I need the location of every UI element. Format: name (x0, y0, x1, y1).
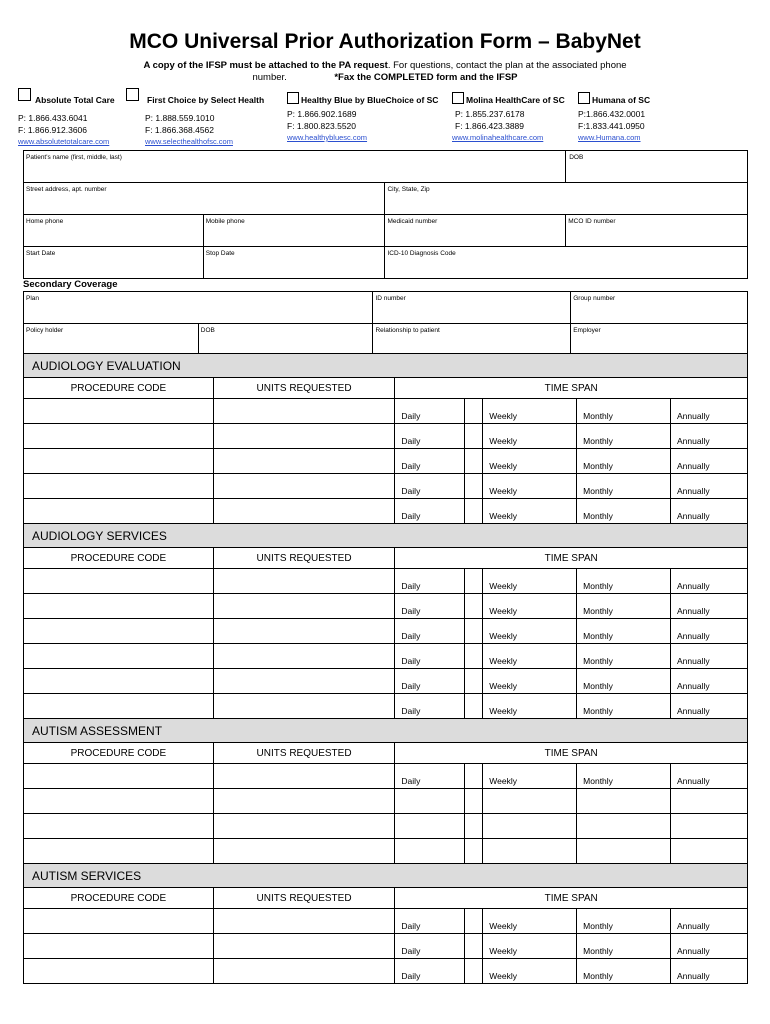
time-span-daily-cell[interactable]: Daily (395, 934, 465, 959)
units-requested-header: UNITS REQUESTED (213, 743, 395, 764)
units-requested-cell[interactable] (213, 909, 395, 934)
table-row (24, 839, 748, 864)
table-row (24, 499, 748, 524)
time-span-daily-cell[interactable]: Daily (395, 669, 465, 694)
procedure-code-header: PROCEDURE CODE (24, 888, 214, 909)
time-span-blank-cell[interactable] (465, 764, 483, 789)
time-span-weekly-cell[interactable]: Weekly (483, 399, 577, 424)
time-span-weekly-cell[interactable] (483, 839, 577, 864)
autism-services-header: AUTISM SERVICES (24, 864, 748, 888)
units-requested-header: UNITS REQUESTED (213, 378, 395, 399)
units-requested-cell[interactable] (213, 764, 395, 789)
time-span-monthly-cell[interactable]: Monthly (577, 474, 671, 499)
policy-holder-field[interactable]: Policy holder (24, 324, 199, 356)
mco-first-choice (126, 88, 264, 148)
instruction-number: number. (252, 72, 287, 83)
time-span-annually-cell[interactable] (671, 814, 748, 839)
section-header-row (24, 864, 748, 888)
table-row (24, 644, 748, 669)
table-row (24, 959, 748, 984)
healthy-blue-checkbox[interactable] (287, 92, 299, 104)
procedure-code-cell[interactable] (24, 764, 214, 789)
time-span-weekly-cell[interactable]: Weekly (483, 694, 577, 719)
time-span-weekly-cell[interactable]: Weekly (483, 569, 577, 594)
time-span-annually-cell[interactable]: Annually (671, 619, 748, 644)
procedure-code-header: PROCEDURE CODE (24, 378, 214, 399)
id-number-field[interactable]: ID number (373, 292, 571, 324)
units-requested-cell[interactable] (213, 694, 395, 719)
column-header-row (24, 743, 748, 764)
procedure-code-cell[interactable] (24, 619, 214, 644)
time-span-annually-cell[interactable]: Annually (671, 424, 748, 449)
time-span-blank-cell[interactable] (465, 594, 483, 619)
table-row (24, 399, 748, 424)
time-span-monthly-cell[interactable]: Monthly (577, 399, 671, 424)
time-span-annually-cell[interactable]: Annually (671, 934, 748, 959)
employer-field[interactable]: Employer (571, 324, 748, 356)
time-span-blank-cell[interactable] (465, 814, 483, 839)
time-span-blank-cell[interactable] (465, 424, 483, 449)
units-requested-cell[interactable] (213, 474, 395, 499)
time-span-monthly-cell[interactable]: Monthly (577, 619, 671, 644)
table-row (24, 669, 748, 694)
time-span-blank-cell[interactable] (465, 399, 483, 424)
mco-name: Molina HealthCare of SC (466, 95, 565, 105)
plan-field[interactable]: Plan (24, 292, 373, 324)
time-span-blank-cell[interactable] (465, 839, 483, 864)
humana-checkbox[interactable] (578, 92, 590, 104)
time-span-blank-cell[interactable] (465, 669, 483, 694)
table-row (24, 934, 748, 959)
time-span-monthly-cell[interactable] (577, 839, 671, 864)
medicaid-number-field[interactable]: Medicaid number (385, 215, 566, 247)
units-requested-cell[interactable] (213, 669, 395, 694)
time-span-monthly-cell[interactable]: Monthly (577, 569, 671, 594)
time-span-daily-cell[interactable] (395, 814, 465, 839)
time-span-blank-cell[interactable] (465, 499, 483, 524)
time-span-annually-cell[interactable]: Annually (671, 644, 748, 669)
column-header-row (24, 888, 748, 909)
time-span-daily-cell[interactable]: Daily (395, 909, 465, 934)
time-span-blank-cell[interactable] (465, 619, 483, 644)
mco-fax: F: 1.866.423.3889 (455, 121, 525, 131)
time-span-annually-cell[interactable] (671, 839, 748, 864)
time-span-daily-cell[interactable]: Daily (395, 644, 465, 669)
procedure-code-cell[interactable] (24, 669, 214, 694)
time-span-daily-cell[interactable]: Daily (395, 499, 465, 524)
time-span-annually-cell[interactable]: Annually (671, 399, 748, 424)
time-span-blank-cell[interactable] (465, 569, 483, 594)
mco-link[interactable]: www.healthybluesc.com (287, 133, 368, 142)
procedure-code-cell[interactable] (24, 569, 214, 594)
time-span-monthly-cell[interactable]: Monthly (577, 669, 671, 694)
mco-phone: P: 1.888.559.1010 (145, 113, 215, 123)
procedure-code-cell[interactable] (24, 644, 214, 669)
relationship-field[interactable]: Relationship to patient (373, 324, 571, 356)
services-table (23, 353, 748, 984)
mco-humana (578, 92, 650, 144)
units-requested-cell[interactable] (213, 569, 395, 594)
mco-name: Absolute Total Care (35, 95, 115, 105)
audiology-services-header: AUDIOLOGY SERVICES (24, 524, 748, 548)
mco-phone: P: 1.866.902.1689 (287, 109, 357, 119)
table-row (24, 789, 748, 814)
time-span-annually-cell[interactable]: Annually (671, 569, 748, 594)
mco-name: Humana of SC (592, 95, 651, 105)
procedure-code-cell[interactable] (24, 449, 214, 474)
icd10-field[interactable]: ICD-10 Diagnosis Code (385, 247, 748, 279)
time-span-daily-cell[interactable]: Daily (395, 474, 465, 499)
mco-link[interactable]: www.molinahealthcare.com (452, 133, 544, 142)
first-choice-checkbox[interactable] (126, 88, 139, 101)
time-span-daily-cell[interactable]: Daily (395, 449, 465, 474)
time-span-weekly-cell[interactable]: Weekly (483, 594, 577, 619)
procedure-code-cell[interactable] (24, 814, 214, 839)
units-requested-cell[interactable] (213, 424, 395, 449)
time-span-weekly-cell[interactable]: Weekly (483, 424, 577, 449)
procedure-code-header: PROCEDURE CODE (24, 743, 214, 764)
secondary-coverage-title: Secondary Coverage (23, 279, 118, 290)
mco-molina (452, 92, 565, 144)
time-span-monthly-cell[interactable]: Monthly (577, 694, 671, 719)
time-span-blank-cell[interactable] (465, 789, 483, 814)
table-row (24, 764, 748, 789)
time-span-weekly-cell[interactable]: Weekly (483, 934, 577, 959)
time-span-annually-cell[interactable]: Annually (671, 909, 748, 934)
time-span-weekly-cell[interactable] (483, 789, 577, 814)
city-state-zip-field[interactable]: City, State, Zip (385, 183, 748, 215)
table-row (24, 619, 748, 644)
time-span-annually-cell[interactable]: Annually (671, 959, 748, 984)
time-span-monthly-cell[interactable]: Monthly (577, 959, 671, 984)
time-span-annually-cell[interactable]: Annually (671, 449, 748, 474)
time-span-weekly-cell[interactable]: Weekly (483, 764, 577, 789)
units-requested-header: UNITS REQUESTED (213, 548, 395, 569)
street-address-field[interactable]: Street address, apt. number (24, 183, 385, 215)
section-header-row (24, 719, 748, 743)
table-row (24, 814, 748, 839)
instruction-contact: . For questions, contact the plan at the associated phone (387, 60, 627, 71)
time-span-header: TIME SPAN (395, 743, 748, 764)
autism-assessment-header: AUTISM ASSESSMENT (24, 719, 748, 743)
column-header-row (24, 548, 748, 569)
table-row (24, 449, 748, 474)
section-header-row (24, 524, 748, 548)
mco-fax: F: 1.800.823.5520 (287, 121, 357, 131)
procedure-code-cell[interactable] (24, 909, 214, 934)
mco-phone: P: 1.855.237.6178 (455, 109, 525, 119)
time-span-daily-cell[interactable]: Daily (395, 569, 465, 594)
time-span-daily-cell[interactable]: Daily (395, 764, 465, 789)
mco-link[interactable]: www.absolutetotalcare.com (18, 137, 110, 146)
mco-link[interactable]: www.selecthealthofsc.com (145, 137, 233, 146)
table-row (24, 474, 748, 499)
instruction-fax: *Fax the COMPLETED form and the IFSP (334, 72, 518, 83)
table-row (24, 594, 748, 619)
units-requested-cell[interactable] (213, 449, 395, 474)
time-span-header: TIME SPAN (395, 888, 748, 909)
time-span-blank-cell[interactable] (465, 449, 483, 474)
procedure-code-header: PROCEDURE CODE (24, 548, 214, 569)
time-span-blank-cell[interactable] (465, 934, 483, 959)
absolute-checkbox[interactable] (18, 88, 31, 101)
units-requested-cell[interactable] (213, 959, 395, 984)
units-requested-header: UNITS REQUESTED (213, 888, 395, 909)
procedure-code-cell[interactable] (24, 499, 214, 524)
time-span-header: TIME SPAN (395, 378, 748, 399)
time-span-blank-cell[interactable] (465, 474, 483, 499)
mco-name: First Choice by Select Health (147, 95, 265, 105)
time-span-monthly-cell[interactable] (577, 789, 671, 814)
table-row (24, 569, 748, 594)
procedure-code-cell[interactable] (24, 789, 214, 814)
time-span-header: TIME SPAN (395, 548, 748, 569)
mco-fax: F: 1.866.368.4562 (145, 125, 215, 135)
instructions (0, 60, 770, 84)
time-span-weekly-cell[interactable]: Weekly (483, 959, 577, 984)
instruction-attach: A copy of the IFSP must be attached to the PA request (143, 60, 388, 71)
stop-date-field[interactable]: Stop Date (203, 247, 385, 279)
time-span-annually-cell[interactable]: Annually (671, 764, 748, 789)
secondary-dob-field[interactable]: DOB (198, 324, 373, 356)
mco-fax: F:1.833.441.0950 (578, 121, 645, 131)
time-span-monthly-cell[interactable] (577, 814, 671, 839)
table-row (24, 694, 748, 719)
procedure-code-cell[interactable] (24, 694, 214, 719)
time-span-monthly-cell[interactable]: Monthly (577, 424, 671, 449)
table-row (24, 909, 748, 934)
secondary-coverage-table (23, 291, 748, 356)
time-span-monthly-cell[interactable]: Monthly (577, 594, 671, 619)
time-span-monthly-cell[interactable]: Monthly (577, 909, 671, 934)
units-requested-cell[interactable] (213, 499, 395, 524)
units-requested-cell[interactable] (213, 814, 395, 839)
time-span-weekly-cell[interactable]: Weekly (483, 669, 577, 694)
mco-healthy-blue (287, 92, 438, 144)
units-requested-cell[interactable] (213, 789, 395, 814)
time-span-monthly-cell[interactable]: Monthly (577, 449, 671, 474)
mco-name: Healthy Blue by BlueChoice of SC (301, 95, 439, 105)
time-span-weekly-cell[interactable] (483, 814, 577, 839)
units-requested-cell[interactable] (213, 594, 395, 619)
time-span-monthly-cell[interactable]: Monthly (577, 644, 671, 669)
time-span-daily-cell[interactable]: Daily (395, 694, 465, 719)
mco-phone: P:1.866.432.0001 (578, 109, 646, 119)
procedure-code-cell[interactable] (24, 959, 214, 984)
mco-id-field[interactable]: MCO ID number (566, 215, 748, 247)
procedure-code-cell[interactable] (24, 474, 214, 499)
molina-checkbox[interactable] (452, 92, 464, 104)
time-span-weekly-cell[interactable]: Weekly (483, 619, 577, 644)
units-requested-cell[interactable] (213, 934, 395, 959)
time-span-annually-cell[interactable]: Annually (671, 594, 748, 619)
procedure-code-cell[interactable] (24, 424, 214, 449)
time-span-daily-cell[interactable]: Daily (395, 424, 465, 449)
procedure-code-cell[interactable] (24, 399, 214, 424)
procedure-code-cell[interactable] (24, 934, 214, 959)
time-span-annually-cell[interactable]: Annually (671, 499, 748, 524)
time-span-weekly-cell[interactable]: Weekly (483, 449, 577, 474)
time-span-annually-cell[interactable] (671, 789, 748, 814)
group-number-field[interactable]: Group number (571, 292, 748, 324)
mobile-phone-field[interactable]: Mobile phone (203, 215, 385, 247)
time-span-annually-cell[interactable]: Annually (671, 474, 748, 499)
units-requested-cell[interactable] (213, 644, 395, 669)
time-span-weekly-cell[interactable]: Weekly (483, 909, 577, 934)
time-span-daily-cell[interactable]: Daily (395, 399, 465, 424)
time-span-daily-cell[interactable] (395, 839, 465, 864)
patient-name-field[interactable]: Patient's name (first, middle, last) (24, 151, 566, 183)
form-title: MCO Universal Prior Authorization Form – BabyNet (129, 30, 641, 53)
units-requested-cell[interactable] (213, 839, 395, 864)
units-requested-cell[interactable] (213, 399, 395, 424)
time-span-weekly-cell[interactable]: Weekly (483, 644, 577, 669)
column-header-row (24, 378, 748, 399)
home-phone-field[interactable]: Home phone (24, 215, 204, 247)
mco-link[interactable]: www.Humana.com (578, 133, 641, 142)
time-span-daily-cell[interactable]: Daily (395, 959, 465, 984)
start-date-field[interactable]: Start Date (24, 247, 204, 279)
table-row (24, 424, 748, 449)
procedure-code-cell[interactable] (24, 839, 214, 864)
time-span-monthly-cell[interactable]: Monthly (577, 764, 671, 789)
audiology-evaluation-header: AUDIOLOGY EVALUATION (24, 354, 748, 378)
patient-info-table (23, 150, 748, 279)
time-span-blank-cell[interactable] (465, 909, 483, 934)
time-span-weekly-cell[interactable]: Weekly (483, 499, 577, 524)
time-span-blank-cell[interactable] (465, 644, 483, 669)
patient-dob-field[interactable]: DOB (566, 151, 748, 183)
units-requested-cell[interactable] (213, 619, 395, 644)
mco-absolute (18, 88, 115, 148)
time-span-daily-cell[interactable] (395, 789, 465, 814)
time-span-weekly-cell[interactable]: Weekly (483, 474, 577, 499)
time-span-blank-cell[interactable] (465, 694, 483, 719)
section-header-row (24, 354, 748, 378)
time-span-monthly-cell[interactable]: Monthly (577, 499, 671, 524)
time-span-daily-cell[interactable]: Daily (395, 619, 465, 644)
mco-phone: P: 1.866.433.6041 (18, 113, 88, 123)
time-span-daily-cell[interactable]: Daily (395, 594, 465, 619)
time-span-blank-cell[interactable] (465, 959, 483, 984)
procedure-code-cell[interactable] (24, 594, 214, 619)
time-span-monthly-cell[interactable]: Monthly (577, 934, 671, 959)
mco-fax: F: 1.866.912.3606 (18, 125, 88, 135)
time-span-annually-cell[interactable]: Annually (671, 694, 748, 719)
time-span-annually-cell[interactable]: Annually (671, 669, 748, 694)
